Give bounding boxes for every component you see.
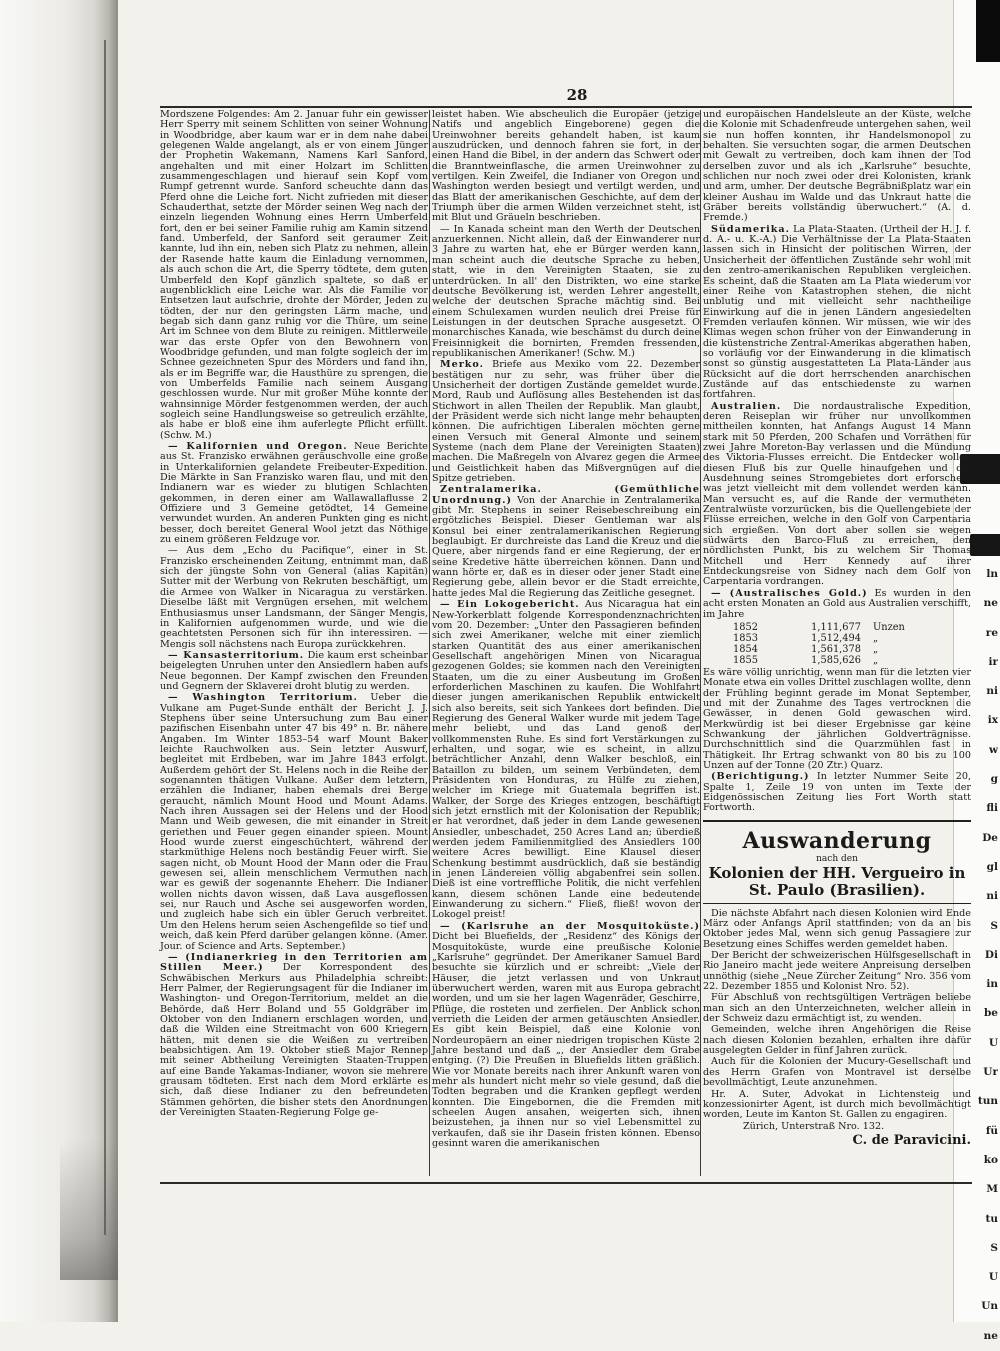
advertisement-rule-top <box>703 820 971 822</box>
advertisement-paragraph: Für Abschluß von rechtsgültigen Verträgen beliebe man sich an den Unterzeichneten, welcher allein in der Schweiz dazu ermächtigt ist, zu wenden. <box>703 992 971 1025</box>
adjacent-word-fragment: U <box>988 1271 998 1284</box>
article-body: Aus Nicaragua hat ein New-Yorkerblatt folgende Korrespondenznachrichten vom 20. Dezember: „Unter den Passagieren befinden sich zwei Amerikaner, welche mit einer ziemlich starken Quantität des aus einer amerikanischen Gesellschaft angehörigen Minen von Nicaragua gezogenen Goldes; sie kommen nach den Vereinigten Staaten, um die zu einer Ausbeutung im Großen erforderlichen Maschinen zu kaufen. Die Wohlfahrt dieser jungen amerikanischen Republik entwickelt sich also bereits, seit sich Yankees dort befinden. Die Regierung des General Walker wurde mit jedem Tage mehr beliebt, und das Land genoß der vollkommensten Ruhe. Es sind fort Verstärkungen zu erhalten, und sogar, wie es scheint, in allzu beträchtlicher Anzahl, denn Walker beschloß, ein Bataillon zu bilden, um seinem Verbündeten, dem Präsidenten von Honduras, zu Hülfe zu ziehen, welcher im Kriege mit Guatemala begriffen ist. Walker, der Sorge des Krieges entzogen, beschäftigt sich jetzt ernstlich mit der Kolonisation der Republik; er hat verordnet, daß jeder in dem Lande gewesenen Ansiedler, unbeschadet, 250 Acres Land an; überdieß werden jedem Familienmitglied des Ansiedlers 100 weitere Acres bewilligt. Eine Klausel dieser Schenkung bestimmt ausdrücklich, daß sie beständig in jenen Ländereien völlig abgabenfrei sein sollen. Dieß ist eine vortreffliche Politik, die nicht verfehlen kann, diesem schönen Lande eine bedeutende Einwanderung zu sichern.“ Fließ, fließ! wovon der Lokogel preist! <box>432 599 701 921</box>
article-australia <box>703 402 971 588</box>
gold-export-amount: 1,512,494 <box>811 632 861 644</box>
adjacent-word-fragment: in <box>986 978 998 991</box>
article-karlsruhe-continued: und europäischen Handelsleute an der Küste, welche die Kolonie mit Schadenfreude untergehen sahen, weil sie nun hoffen konnten, ihr Handelsmonopol zu behalten. Sie versuchten sogar, die armen Deutschen mit Gewalt zu vertreiben, doch kam ihnen der Tod derselben zuvor und als ich „Karlsruhe“ besuchte, schlichen nur noch zwei oder drei Kolonisten, krank und arm, umher. Der deutsche Begräbnißplatz war ein kleiner Aushau im Walde und das Unkraut hatte die Gräber bereits vollständig überwuchert.“ (A. d. Fremde.) <box>703 109 971 224</box>
advertisement-paragraph: Der Bericht der schweizerischen Hülfsgesellschaft in Rio Janeiro macht jede weitere Anpreisung derselben unnöthig (siehe „Neue Zürcher Zeitung“ Nro. 356 vom 22. Dezember 1855 und Kolonist Nro. 52). <box>703 950 971 993</box>
article-heading: — Ein Lokogebericht. <box>440 599 580 611</box>
adjacent-word-fragment: ir <box>988 655 998 668</box>
article-gold-commentary: Es wäre völlig unrichtig, wenn man für die letzten vier Monate etwa ein volles Drittel zuschlagen wollte, denn der Frühling beginnt gerade im Monat September, und mit der Zunahme des Tages vertrocknen die Gewässer, in denen Gold gewaschen wird. Merkwürdig ist bei dieser Ergebnisse gar keine Schwankung der jährlichen Goldverträgnisse. Durchschnittlich sind die Quarzmühlen fast in Thätigkeit. Ihr Ertrag schwankt von 80 bis zu 100 Unzen auf der Tonne (20 Ztr.) Quarz. <box>703 666 971 771</box>
article-australian-gold <box>703 589 971 620</box>
adjacent-word-fragment: ne <box>983 1329 998 1342</box>
article-heading: — Washington Territorium. <box>168 692 358 704</box>
article-correction <box>703 772 971 813</box>
article-central-america <box>432 485 700 599</box>
gold-export-unit: Unzen <box>873 621 905 633</box>
gold-export-amount: 1,561,378 <box>811 643 861 655</box>
column-divider <box>429 110 430 1176</box>
article-body: La Plata-Staaten. (Urtheil der H. J. f. d. A.- u. K.-A.) Die Verhältnisse der La Plata-Staaten lassen sich in Hinsicht der politischen Wirren, der Unsicherheit der öffentlichen Zustände sehr wohl mit den zentro-amerikanischen Republiken vergleichen. Es scheint, daß die Staaten am La Plata wiederum vor einer Reihe von Katastrophen stehen, die nicht unblutig und mit vielleicht sehr nachtheilige Einwirkung auf die in jenen Ländern angesiedelten Fremden verlaufen können. Wir müssen, wie wir des Klimas wegen schon früher von der Einwanderung in die küstenstriche Zentral-Amerikas abgerathen haben, so vorläufig vor der Einwanderung in die klimatisch sonst so günstig ausgestatteten La Plata-Länder aus Rücksicht auf die dort herrschenden anarchischen Zustände auf das entschiedenste zu warnen fortfahren. <box>703 223 971 401</box>
gold-export-row <box>733 644 913 655</box>
adjacent-word-fragment: ni <box>986 685 998 698</box>
binding-shadow <box>60 1140 118 1280</box>
header-rule <box>160 106 972 108</box>
gold-export-row <box>733 633 913 644</box>
article-heading: — Kalifornien und Oregon. <box>168 441 348 452</box>
adjacent-word-fragment: De <box>982 831 998 844</box>
gold-export-unit: „ <box>873 643 879 655</box>
article-heading: Merko. <box>440 359 484 371</box>
article-heading: — Kansasterritorium. <box>168 649 305 661</box>
column-2 <box>432 110 700 1178</box>
article-body: In letzter Nummer Seite 20, Spalte 1, Zeile 19 von unten im Texte der Eidgenössischen Zeitung lies Fort Worth statt Fortworth. <box>703 771 971 814</box>
article-heading: (Berichtigung.) <box>711 771 810 783</box>
article-body: Die nordaustralische Expedition, deren Reiseplan wir früher nur unvollkommen mittheilen konnten, hat Anfangs August 14 Mann stark mit 50 Pferden, 200 Schafen und Vorräthen für zwei Jahre Moreton-Bay verlassen und die Mündung des Viktoria-Flusses erreicht. Die Entdecker wollen diesen Fluß bis zur Quelle hinaufgehen und die Ausdehnung seines Stromgebietes dort erforschen, was jetzt vielleicht mit dem vollendet werden kann. Man versucht es, auf die Rande der vermutheten Zentralwüste vorzurücken, bis die Quellengebiete der Flüsse erreichen, welche in den Golf von Carpentaria sich ergießen. Von dort aber sollen sie wegen südwärts den Barco-Fluß zu erreichen, den nördlichsten Punkt, bis zu welchem Sir Thomas Mitchell und Herr Kennedy auf ihrer Entdeckungsreise von Sidney nach dem Golf von Carpentaria vordrangen. <box>703 400 971 588</box>
newspaper-page <box>160 86 972 1226</box>
gold-export-year: 1854 <box>733 643 758 655</box>
scan-edge-black <box>976 0 1000 62</box>
article-mexico <box>432 360 700 484</box>
adjacent-word-fragment: ix <box>987 714 998 727</box>
advertisement-paragraph: Hr. A. Suter, Advokat in Lichtensteig und konzessionirter Agent, ist durch mich bevollmächtigt worden, Leute im Kanton St. Gallen zu engagiren. <box>703 1088 971 1121</box>
article-echo-du-pacifique: — Aus dem „Echo du Pacifique“, einer in St. Franzisko erscheinenden Zeitung, entnimmt man, daß sich der jüngste Sohn von General (alias Kapitän) Sutter mit der Werbung von Rekruten beschäftigt, um die Armee von Walker in Nicaragua zu verstärken. Dieselbe läßt mit Vergnügen ersehen, mit welchem Enthusiasmus unser Landsmann, der Sänger Mengis, in Kalifornien aufgenommen wurde, und wie die geachtetsten Personen sich für ihn interessiren. — Mengis soll nächstens nach Europa zurückkehren. <box>160 545 428 650</box>
article-subheading: (Gemüthliche Unordnung.) <box>432 484 700 506</box>
adjacent-word-fragment: ne <box>983 597 998 610</box>
adjacent-word-fragment: Un <box>981 1300 998 1313</box>
gold-export-year: 1855 <box>733 654 758 666</box>
article-indian-war <box>160 953 428 1119</box>
advertisement-rule <box>703 903 971 904</box>
gold-export-year: 1853 <box>733 632 758 644</box>
advertisement-place: Zürich, Unterstraß Nro. 132. <box>743 1120 885 1132</box>
adjacent-word-fragment: ko <box>983 1153 998 1166</box>
gold-export-year: 1852 <box>733 621 758 633</box>
adjacent-word-fragment: Ur <box>983 1066 998 1079</box>
article-body: Neue Berichte aus St. Franzisko erwähnen geräuschvolle eine große in Unterkalifornien gelandete Freibeuter-Expedition. Die Märkte in San Franzisko waren flau, und mit den Indianern war es wieder zu blutigen Schlachten gekommen, in deren einer am Wallawallaflusse 2 Offiziere und 3 Gemeine getödtet, 14 Gemeine verwundet wurden. An anderen Punkten ging es nicht besser, doch bereitet General Wool jetzt das Nöthige zu einem größeren Feldzuge vor. <box>160 441 428 546</box>
gold-export-row <box>733 622 913 633</box>
page-number: 28 <box>566 86 588 104</box>
article-body: Ueber die Vulkane am Puget-Sunde enthält der Bericht J. J. Stephens über seine Untersuchung zum Bau einer pazifischen Eisenbahn unter 47 bis 49° n. Br. nähere Angaben. Im Winter 1853–54 warf Mount Baker leichte Rauchwolken aus. Sein letzter Auswurf, begleitet mit Erdbeben, war im Jahre 1843 erfolgt. Außerdem gehört der St. Helens noch in die Reihe der sogenannten thätigen Vulkane. Außer dem letztern, erzählen die Indianer, haben ehemals drei Berge geraucht, nämlich Mount Hood und Mount Adams. Nach ihren Aussagen sei der Helens und der Hood Mann und Weib gewesen, die mit einander in Streit geriethen und Feuer gegen einander spieen. Mount Hood wurde zuerst eingeschüchtert, während der starkmüthige Helens noch beständig Feuer wirft. Sie sagen nicht, ob Mount Hood der Mann oder die Frau gewesen sei, allein menschlichem Vermuthen nach war es gewiß der sogenannte Eheherr. Die Indianer wollen nichts davon wissen, daß Lava ausgeflossen sei, nur Rauch und Asche sei ausgeworfen worden, und zugleich habe sich ein übler Geruch verbreitet. Um den Helens herum seien Aschengefilde so tief und weich, daß kein Pferd darüber gelangen könne. (Amer. Jour. of Science and Arts. September.) <box>160 692 428 952</box>
article-california-oregon <box>160 442 428 545</box>
article-body: Von der Anarchie in Zentralamerika gibt Mr. Stephens in seiner Reisebeschreibung ein ergötzliches Beispiel. Dieser Gentleman war als Konsul bei einer zentralamerikanischen Regierung beglaubigt. Er durchreiste das Land die Kreuz und die Quere, aber nirgends fand er eine Regierung, der er seine Kredetive hätte überreichen können. Dann und wann hörte er, daß es in dieser oder jener Stadt eine Regierung gebe, allein bevor er die Stadt erreichte, hatte jedes Mal die Regierung das Zeitliche gesegnet. <box>432 494 700 599</box>
adjacent-word-fragment: S <box>990 919 998 932</box>
article-heading: — (Indianerkrieg in den Territorien am Stillen Meer.) <box>160 951 428 974</box>
article-indian-war-continued: leistet haben. Wie abscheulich die Europäer (jetzige Natifs und angeblich Eingeborene) gegen die Ureinwohner bereits gehandelt haben, ist kaum auszudrücken, und dennoch fahren sie fort, in der einen Hand die Bibel, in der andern das Schwert oder die Branntweinflasche, die armen Ureinwohner zu vertilgen. Kein Zweifel, die Indianer von Oregon und Washington werden besiegt und vertilgt werden, und das Blatt der amerikanischen Geschichte, auf dem der Triumph über die armen Wilden verzeichnet steht, ist mit Blut und Gräueln beschrieben. <box>432 109 700 224</box>
column-3 <box>703 110 971 1178</box>
advertisement-paragraph: Gemeinden, welche ihren Angehörigen die Reise nach diesen Kolonien bezahlen, erhalten ihre dafür ausgelegten Gelder in fünf Jahren zurück. <box>703 1024 971 1057</box>
adjacent-word-fragment: tun <box>977 1095 998 1108</box>
article-canada: — In Kanada scheint man den Werth der Deutschen anzuerkennen. Nicht allein, daß der Einwanderer nur 3 Jahre zu warten hat, ehe er Bürger werden kann, man scheint auch die deutsche Sprache zu heben, statt, wie in den Vereinigten Staaten, sie zu unterdrücken. In all' den Distrikten, wo eine starke deutsche Bevölkerung ist, werden Lehrer angestellt, welche der deutschen Sprache mächtig sind. Bei einem Schulexamen wurden neulich drei Preise für Leistungen in der deutschen Sprache ausgesetzt. O monarchisches Kanada, wie beschämst du durch deine Freisinnigkeit die bornirten, Fremden fressenden, republikanischen Amerikaner! (Schw. M.) <box>432 223 700 359</box>
gold-export-table <box>733 622 913 666</box>
adjacent-word-fragment: S <box>990 1241 998 1254</box>
column-divider <box>700 110 701 1176</box>
advertisement-connector: nach den <box>816 853 858 864</box>
article-heading: Zentralamerika. <box>440 484 542 496</box>
advertisement-signature: C. de Paravicini. <box>852 1132 971 1148</box>
gold-export-amount: 1,111,677 <box>811 621 861 633</box>
adjacent-word-fragment: fü <box>985 1124 998 1137</box>
article-body: Es wurden in den acht ersten Monaten an Gold aus Australien verschifft, im Jahre <box>703 587 971 620</box>
footer-rule <box>160 1182 972 1184</box>
article-karlsruhe-mosquito-coast <box>432 922 700 1150</box>
gold-export-unit: „ <box>873 632 879 644</box>
adjacent-word-fragment: tu <box>985 1212 998 1225</box>
adjacent-word-fragment: Di <box>984 948 998 961</box>
column-1 <box>160 110 428 1178</box>
advertisement-paragraph: Die nächste Abfahrt nach diesen Kolonien wird Ende März oder Anfangs April stattfinden; von da an bis Oktober jedes Mal, wenn sich genug Passagiere zur Besetzung eines Schiffes werden gemeldet haben. <box>703 907 971 950</box>
adjacent-word-fragment: ln <box>986 568 998 580</box>
adjacent-word-fragment: re <box>985 626 998 639</box>
adjacent-word-fragment: w <box>988 743 998 756</box>
article-kansas <box>160 651 428 692</box>
article-woodbridge-murder: Mordszene Folgendes: Am 2. Januar fuhr ein gewisser Herr Sperry mit seinem Schlitten von seiner Wohnung in Woodbridge, aber kaum war er in dem nahe dabei gelegenen Walde angelangt, als er von einem Jünger der Prophetin Wakemann, Namens Karl Sanford, angehalten und mit einer Holzart im Schlitten zusammengeschlagen und hierauf sein Kopf vom Rumpf getrennt wurde. Sanford scheuchte dann das Pferd ohne die Leiche fort. Nicht zufrieden mit dieser Schauderthat, setzte der Mörder seinen Weg nach der einzeln liegenden Wohnung eines Herrn Umberfeld fort, den er bei seiner Familie ruhig am Kamin sitzend fand. Umberfeld, der Sanford seit geraumer Zeit kannte, lud ihn ein, neben sich Platz zu nehmen, allein der Rasende hatte kaum die Einladung vernommen, als auch schon die Art, die Sperry tödtete, dem guten Umberfeld den Kopf gänzlich spaltete, so daß er augenblicklich eine Leiche war. Als die Familie vor Entsetzen laut aufschrie, drohte der Mörder, Jeden zu tödten, der nur den geringsten Lärm mache, und begab sich dann ganz ruhig vor die Thüre, um seine Art im Schnee von dem Blute zu reinigen. Mittlerweile war das erste Opfer von den Bewohnern von Woodbridge gefunden, und man folgte sogleich der im Schnee gezeichneten Spur des Mörders und fand ihn, als er im Begriffe war, die Hausthüre zu sprengen, die von Umberfelds Familie nach seinem Ausgang geschlossen wurde. Nur mit großer Mühe konnte der wahnsinnige Mörder festgenommen werden, der auch sogleich seine Handlungsweise so getreulich erzählte, als habe er bloß eine ihm auferlegte Pflicht erfüllt. (Schw. M.) <box>160 109 428 441</box>
binding-edge-line <box>104 40 106 1235</box>
article-body: Briefe aus Mexiko vom 22. Dezember bestätigen nur zu sehr, was früher über die Unsicherheit der dortigen Zustände gemeldet wurde. Mord, Raub und Auflösung alles Bestehenden ist das Stichwort in allen Theilen der Republik. Man glaubt, der Präsident werde sich nicht lange mehr behaupten können. Die aufrichtigen Liberalen möchten gerne einen Versuch mit General Almonte und seinem Systeme (nach dem Plane der Vereinigten Staaten) machen. Die Maßregeln von Alvarez gegen die Armee und Geistlichkeit haben das Mißvergnügen auf die Spitze getrieben. <box>432 359 700 485</box>
gold-export-unit: „ <box>873 654 879 666</box>
adjacent-word-fragment: gl <box>986 860 998 873</box>
adjacent-word-fragment: M <box>986 1183 998 1196</box>
advertisement-paragraph: Auch für die Kolonien der Mucury-Gesellschaft und des Herrn Grafen von Montravel ist derselbe bevollmächtigt, Leute anzunehmen. <box>703 1056 971 1089</box>
article-washington-territory <box>160 693 428 952</box>
adjacent-word-fragment: be <box>983 1007 998 1020</box>
gold-export-row <box>733 655 913 666</box>
adjacent-word-fragment: fli <box>986 802 998 815</box>
adjacent-word-fragment: g <box>990 773 998 786</box>
advertisement-heading: Auswanderung <box>742 827 932 854</box>
advertisement-title: Kolonien der HH. Vergueiro in St. Paulo (Brasilien). <box>708 863 966 899</box>
gold-export-amount: 1,585,626 <box>811 654 861 666</box>
adjacent-page-block <box>970 534 1000 556</box>
article-heading: Südamerika. <box>711 223 790 235</box>
adjacent-word-fragment: U <box>988 1036 998 1049</box>
article-body: Die kaum erst scheinbar beigelegten Unruhen unter den Ansiedlern haben aufs Neue begonnen. Der Kampf zwischen den Freunden und Gegnern der Sklaverei droht blutig zu werden. <box>160 649 428 692</box>
article-heading: Australien. <box>711 400 782 412</box>
article-body: Dicht bei Bluefields, der „Residenz“ des Königs der Mosquitoküste, wurde eine preußische Kolonie „Karlsruhe“ gegründet. Der Amerikaner Samuel Bard besuchte sie kürzlich und er schreibt: „Viele der Häuser, die jetzt verlassen und von Unkraut überwuchert werden, waren mit aus Europa gebracht worden, und um sie her lagen Wagenräder, Geschirre, Pflüge, die rosteten und zerfielen. Der Anblick schon verrieth die Leiden der armen getäuschten Ansiedler. Es gibt kein Beispiel, daß eine Kolonie von Nordeuropäern an einer niedrigen tropischen Küste 2 Jahre bestand und daß „, der Ansiedler dem Grabe entging. (?) Die Preußen in Bluefields litten gräßlich. Wie vor Monate bereits nach ihrer Ankunft waren von mehr als hundert nicht mehr so viele gesund, daß die Todten begraben und die Kranken gepflegt werden konnten. Die Eingebornen, die die Fremden mit scheelen Augen ansahen, weigerten sich, ihnen beizustehen, ja ihnen nur so viel Lebensmittel zu verkaufen, daß sie ihr Dasein fristen können. Ebenso gesinnt waren die amerikanischen <box>432 931 700 1150</box>
article-nicaragua <box>432 600 700 921</box>
adjacent-word-fragment: ni <box>986 890 998 903</box>
scan-gutter-left <box>0 0 118 1322</box>
article-heading: — (Karlsruhe an der Mosquitoküste.) <box>440 920 700 932</box>
article-south-america <box>703 225 971 401</box>
article-heading: — (Australisches Gold.) <box>711 587 868 599</box>
article-body: Der Korrespondent des Schwäbischen Merkurs aus Philadelphia schreibt: Herr Palmer, der Regierungsagent für die Indianer im Washington- und Oregon-Territorium, meldet an die Behörde, daß Herr Boland und 55 Goldgräber im Oktober von den Indianern erschlagen worden, und daß die Wilden eine Streitmacht von 600 Kriegern hätten, mit denen sie die Weißen zu vertreiben beabsichtigen. Am 19. Oktober stieß Major Rennep mit seiner Abtheilung Vereinigten Staaten-Truppen auf eine Bande Yakamas-Indianer, wovon sie mehrere grausam tödteten. Erst nach dem Mord erklärte es sich, daß diese Indianer zu den befreundeten Stämmen gehörten, die bisher stets den Anordnungen der Vereinigten Staaten-Regierung Folge ge- <box>160 962 428 1118</box>
